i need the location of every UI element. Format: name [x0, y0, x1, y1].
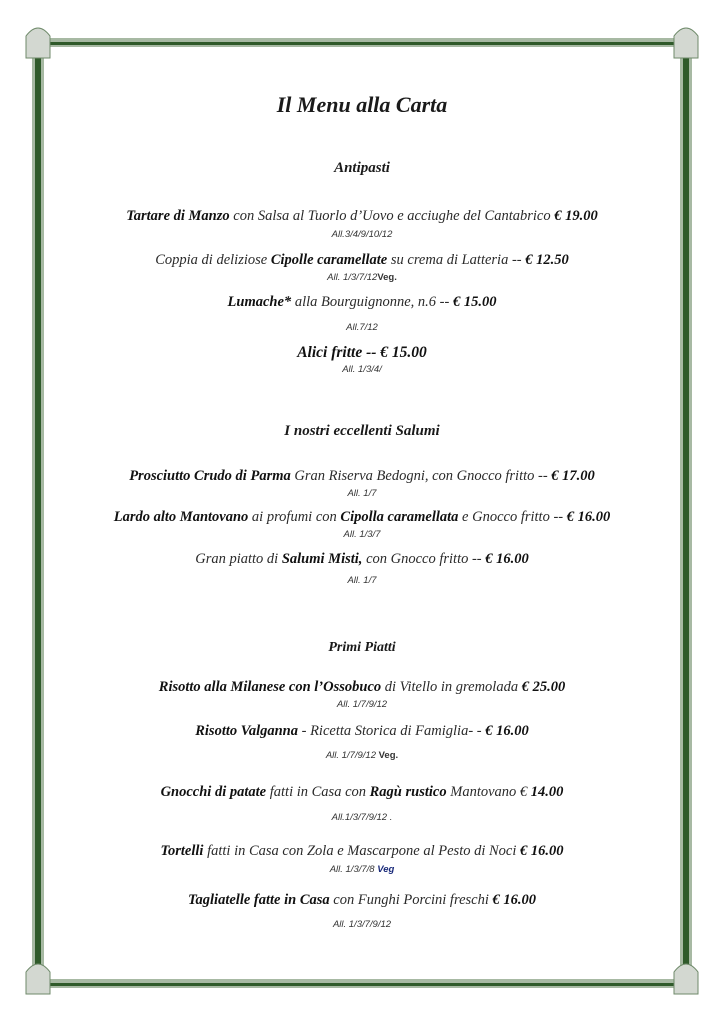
dish-risotto-milanese: Risotto alla Milanese con l’Ossobuco di Vitello in gremolada € 25.00	[158, 679, 566, 695]
dish-tartare: Tartare di Manzo con Salsa al Tuorlo d’Uovo e acciughe del Cantabrico € 19.00	[126, 208, 598, 224]
dish-tortelli: Tortelli fatti in Casa con Zola e Mascarpone al Pesto di Noci € 16.00	[160, 843, 564, 859]
dish-salumi-misti: Gran piatto di Salumi Misti, con Gnocco fritto -- € 16.00	[195, 551, 529, 567]
allergens-lardo: All. 1/3/7	[343, 529, 381, 540]
dish-gnocchi: Gnocchi di patate fatti in Casa con Ragù rustico Mantovano € 14.00	[160, 784, 564, 800]
allergens-risotto-valganna: All. 1/7/9/12 Veg.	[325, 750, 399, 761]
dish-tagliatelle: Tagliatelle fatte in Casa con Funghi Porcini freschi € 16.00	[188, 892, 536, 908]
allergens-lumache: All.7/12	[346, 322, 378, 333]
allergens-tortelli: All. 1/3/7/8 Veg	[329, 864, 395, 875]
allergens-tartare: All.3/4/9/10/12	[331, 229, 393, 240]
allergens-prosciutto: All. 1/7	[347, 488, 377, 499]
allergens-salumi-misti: All. 1/7	[347, 575, 377, 586]
dish-risotto-valganna: Risotto Valganna - Ricetta Storica di Famiglia- - € 16.00	[195, 723, 529, 739]
section-heading-primi: Primi Piatti	[328, 640, 396, 655]
allergens-alici: All. 1/3/4/	[342, 364, 382, 375]
allergens-tagliatelle: All. 1/3/7/9/12	[332, 919, 392, 930]
dish-lardo: Lardo alto Mantovano ai profumi con Cipolla caramellata e Gnocco fritto -- € 16.00	[113, 509, 611, 525]
page-title: Il Menu alla Carta	[276, 92, 448, 117]
dish-prosciutto: Prosciutto Crudo di Parma Gran Riserva Bedogni, con Gnocco fritto -- € 17.00	[129, 468, 595, 484]
menu-content	[40, 40, 684, 984]
allergens-cipolle: All. 1/3/7/12Veg.	[327, 272, 397, 283]
allergens-risotto-milanese: All. 1/7/9/12	[336, 699, 388, 710]
dish-cipolle: Coppia di deliziose Cipolle caramellate su crema di Latteria -- € 12.50	[155, 252, 569, 268]
dish-alici: Alici fritte -- € 15.00	[297, 344, 427, 361]
section-heading-salumi: I nostri eccellenti Salumi	[284, 423, 440, 439]
allergens-gnocchi: All.1/3/7/9/12 .	[331, 812, 393, 823]
dish-lumache: Lumache* alla Bourguignonne, n.6 -- € 15.00	[227, 294, 497, 310]
section-heading-antipasti: Antipasti	[334, 160, 390, 176]
